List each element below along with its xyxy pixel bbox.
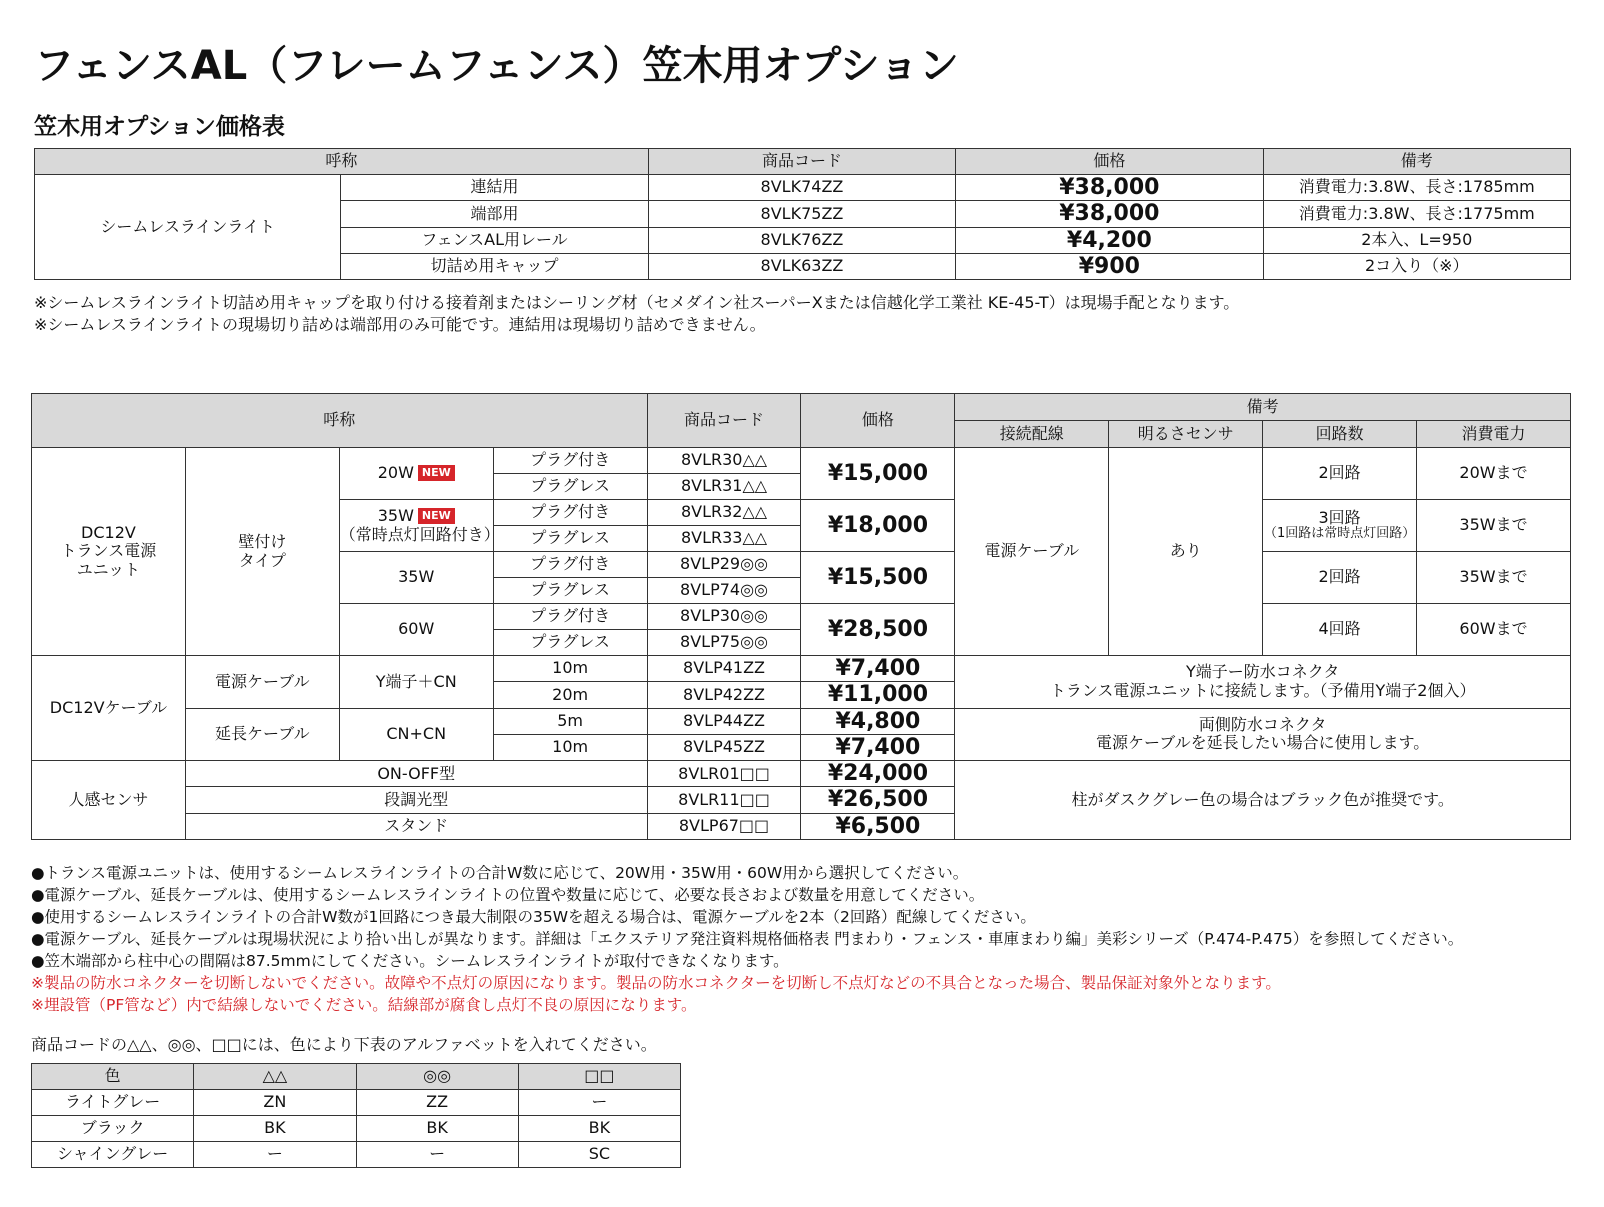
header-power: 消費電力 (1417, 421, 1571, 448)
header-circuits: 回路数 (1263, 421, 1417, 448)
table1-notes (34, 292, 1239, 336)
item-price: ¥28,500 (801, 604, 955, 656)
color-code: ー (194, 1142, 356, 1168)
note-line: 両側防水コネクタ (1198, 715, 1327, 734)
item-price: ¥6,500 (801, 813, 955, 839)
cable-group: DC12Vケーブル (32, 656, 186, 761)
color-code-table (31, 1063, 681, 1168)
item-code: 8VLR31△△ (647, 474, 801, 500)
header-color: 色 (32, 1064, 194, 1090)
cable-length: 10m (493, 734, 647, 760)
item-code: 8VLK74ZZ (648, 175, 955, 201)
note-line: Y端子ー防水コネクタ (1185, 662, 1340, 682)
sensor-name: スタンド (185, 813, 647, 839)
item-price: ¥7,400 (801, 656, 955, 682)
cable-connector: CN+CN (339, 708, 493, 761)
new-badge: NEW (418, 508, 455, 524)
item-code: 8VLP67□□ (647, 813, 801, 839)
plug-type: プラグ付き (493, 500, 647, 526)
note-line: ※シームレスラインライトの現場切り詰めは端部用のみ可能です。連結用は現場切り詰めできません。 (34, 315, 766, 334)
circuit-main: 3回路 (1318, 507, 1361, 527)
item-price: ¥4,800 (801, 708, 955, 734)
header-circle: ◎◎ (356, 1064, 518, 1090)
item-note: 2本入、L=950 (1263, 227, 1570, 253)
wiring-value: 電源ケーブル (955, 448, 1109, 656)
sensor-note: 柱がダスクグレー色の場合はブラック色が推奨です。 (955, 761, 1571, 840)
color-code: SC (518, 1142, 680, 1168)
header-square: □□ (518, 1064, 680, 1090)
cable-connector: Y端子＋CN (339, 656, 493, 709)
plug-type: プラグレス (493, 526, 647, 552)
item-code: 8VLP41ZZ (647, 656, 801, 682)
item-code: 8VLK63ZZ (648, 253, 955, 279)
item-price: ¥38,000 (956, 201, 1263, 227)
note-line: ●使用するシームレスラインライトの合計W数が1回路につき最大制限の35Wを超える場合は、電源ケーブルを2本（2回路）配線してください。 (31, 908, 1036, 926)
item-code: 8VLK75ZZ (648, 201, 955, 227)
item-code: 8VLP29◎◎ (647, 552, 801, 578)
header-sensor: 明るさセンサ (1109, 421, 1263, 448)
warning-line: ※製品の防水コネクターを切断しないでください。故障や不点灯の原因になります。製品の防水コネクターを切断し不点灯などの不具合となった場合、製品保証対象外となります。 (31, 974, 1281, 992)
circuit-count: 2回路 (1263, 552, 1417, 604)
power-limit: 35Wまで (1417, 552, 1571, 604)
cable-length: 10m (493, 656, 647, 682)
power-limit: 20Wまで (1417, 448, 1571, 500)
wattage-20w (339, 448, 493, 500)
new-badge: NEW (418, 465, 455, 481)
wattage-35w-always (339, 500, 500, 552)
wattage-35w: 35W (339, 552, 493, 604)
color-code: ー (518, 1090, 680, 1116)
plug-type: プラグ付き (493, 604, 647, 630)
color-name: ライトグレー (32, 1090, 194, 1116)
item-name: フェンスAL用レール (341, 227, 648, 253)
color-code: ZN (194, 1090, 356, 1116)
header-remarks: 備考 (1263, 149, 1570, 175)
color-code: ー (356, 1142, 518, 1168)
note-line: 電源ケーブルを延長したい場合に使用します。 (1096, 733, 1430, 753)
table2-notes (31, 862, 1463, 1016)
item-note: 2コ入り（※） (1263, 253, 1570, 279)
color-name: ブラック (32, 1116, 194, 1142)
item-code: 8VLR30△△ (647, 448, 801, 474)
item-code: 8VLP75◎◎ (647, 630, 801, 656)
note-line: トランス電源ユニットに接続します。（予備用Y端子2個入） (1049, 680, 1476, 700)
wattage-sub: （常時点灯回路付き） (339, 524, 500, 544)
item-name: 連結用 (341, 175, 648, 201)
item-price: ¥18,000 (801, 500, 955, 552)
power-limit: 60Wまで (1417, 604, 1571, 656)
header-price: 価格 (956, 149, 1263, 175)
item-code: 8VLP45ZZ (647, 734, 801, 760)
cable-length: 20m (493, 682, 647, 708)
plug-type: プラグレス (493, 630, 647, 656)
item-code: 8VLR33△△ (647, 526, 801, 552)
item-price: ¥15,500 (801, 552, 955, 604)
power-limit: 35Wまで (1417, 500, 1571, 552)
item-name: 切詰め用キャップ (341, 253, 648, 279)
page-title: フェンスAL（フレームフェンス）笠木用オプション (34, 43, 959, 89)
item-code: 8VLR01□□ (647, 761, 801, 787)
item-code: 8VLP42ZZ (647, 682, 801, 708)
note-line: ●電源ケーブル、延長ケーブルは現場状況により拾い出しが異なります。詳細は「エクステリア発注資料規格価格表 門まわり・フェンス・車庫まわり編」美彩シリーズ（P.474-P.475）を参照してください。 (31, 930, 1464, 948)
section-title: 笠木用オプション価格表 (34, 114, 285, 140)
color-code-intro: 商品コードの△△、◎◎、□□には、色により下表のアルファベットを入れてください。 (31, 1035, 657, 1054)
item-code: 8VLR32△△ (647, 500, 801, 526)
lighting-accessory-table (31, 393, 1571, 840)
header-code: 商品コード (647, 394, 801, 448)
item-code: 8VLP44ZZ (647, 708, 801, 734)
cable-note (955, 656, 1571, 709)
item-note: 消費電力:3.8W、長さ:1785mm (1263, 175, 1570, 201)
warning-line: ※埋設管（PF管など）内で結線しないでください。結線部が腐食し点灯不良の原因になります。 (31, 996, 697, 1014)
item-price: ¥11,000 (801, 682, 955, 708)
item-price: ¥900 (956, 253, 1263, 279)
wattage-60w: 60W (339, 604, 493, 656)
wattage-label: 35W (377, 506, 414, 526)
item-price: ¥24,000 (801, 761, 955, 787)
plug-type: プラグ付き (493, 552, 647, 578)
plug-type: プラグレス (493, 578, 647, 604)
header-code: 商品コード (648, 149, 955, 175)
color-code: BK (194, 1116, 356, 1142)
item-price: ¥7,400 (801, 734, 955, 760)
color-code: ZZ (356, 1090, 518, 1116)
circuit-sub: （1回路は常時点灯回路） (1263, 526, 1416, 542)
header-triangle: △△ (194, 1064, 356, 1090)
sensor-group: 人感センサ (32, 761, 186, 840)
item-code: 8VLK76ZZ (648, 227, 955, 253)
circuit-count (1263, 500, 1417, 552)
cable-type: 電源ケーブル (185, 656, 339, 709)
group-name: シームレスラインライト (35, 175, 341, 280)
circuit-count: 2回路 (1263, 448, 1417, 500)
cable-note (955, 708, 1571, 761)
trans-group: DC12V トランス電源 ユニット (32, 448, 186, 656)
header-remarks: 備考 (955, 394, 1571, 421)
sensor-name: ON-OFF型 (185, 761, 647, 787)
header-price: 価格 (801, 394, 955, 448)
circuit-count: 4回路 (1263, 604, 1417, 656)
note-line: ※シームレスラインライト切詰め用キャップを取り付ける接着剤またはシーリング材（セメダイン社スーパーXまたは信越化学工業社 KE-45-T）は現場手配となります。 (34, 293, 1240, 312)
plug-type: プラグ付き (493, 448, 647, 474)
cable-type: 延長ケーブル (185, 708, 339, 761)
color-name: シャイングレー (32, 1142, 194, 1168)
note-line: ●笠木端部から柱中心の間隔は87.5mmにしてください。シームレスラインライトが取付できなくなります。 (31, 952, 789, 970)
header-name: 呼称 (35, 149, 649, 175)
item-price: ¥4,200 (956, 227, 1263, 253)
item-code: 8VLR11□□ (647, 787, 801, 813)
item-price: ¥26,500 (801, 787, 955, 813)
trans-type: 壁付け タイプ (185, 448, 339, 656)
item-code: 8VLP30◎◎ (647, 604, 801, 630)
item-name: 端部用 (341, 201, 648, 227)
color-code: BK (356, 1116, 518, 1142)
item-code: 8VLP74◎◎ (647, 578, 801, 604)
option-price-table (34, 148, 1571, 280)
item-price: ¥38,000 (956, 175, 1263, 201)
header-name: 呼称 (32, 394, 648, 448)
item-price: ¥15,000 (801, 448, 955, 500)
sensor-name: 段調光型 (185, 787, 647, 813)
cable-length: 5m (493, 708, 647, 734)
note-line: ●電源ケーブル、延長ケーブルは、使用するシームレスラインライトの位置や数量に応じて、必要な長さおよび数量を用意してください。 (31, 886, 985, 904)
plug-type: プラグレス (493, 474, 647, 500)
header-wiring: 接続配線 (955, 421, 1109, 448)
note-line: ●トランス電源ユニットは、使用するシームレスラインライトの合計W数に応じて、20W用・35W用・60W用から選択してください。 (31, 864, 969, 882)
wattage-label: 20W (377, 463, 414, 483)
item-note: 消費電力:3.8W、長さ:1775mm (1263, 201, 1570, 227)
color-code: BK (518, 1116, 680, 1142)
sensor-value: あり (1109, 448, 1263, 656)
